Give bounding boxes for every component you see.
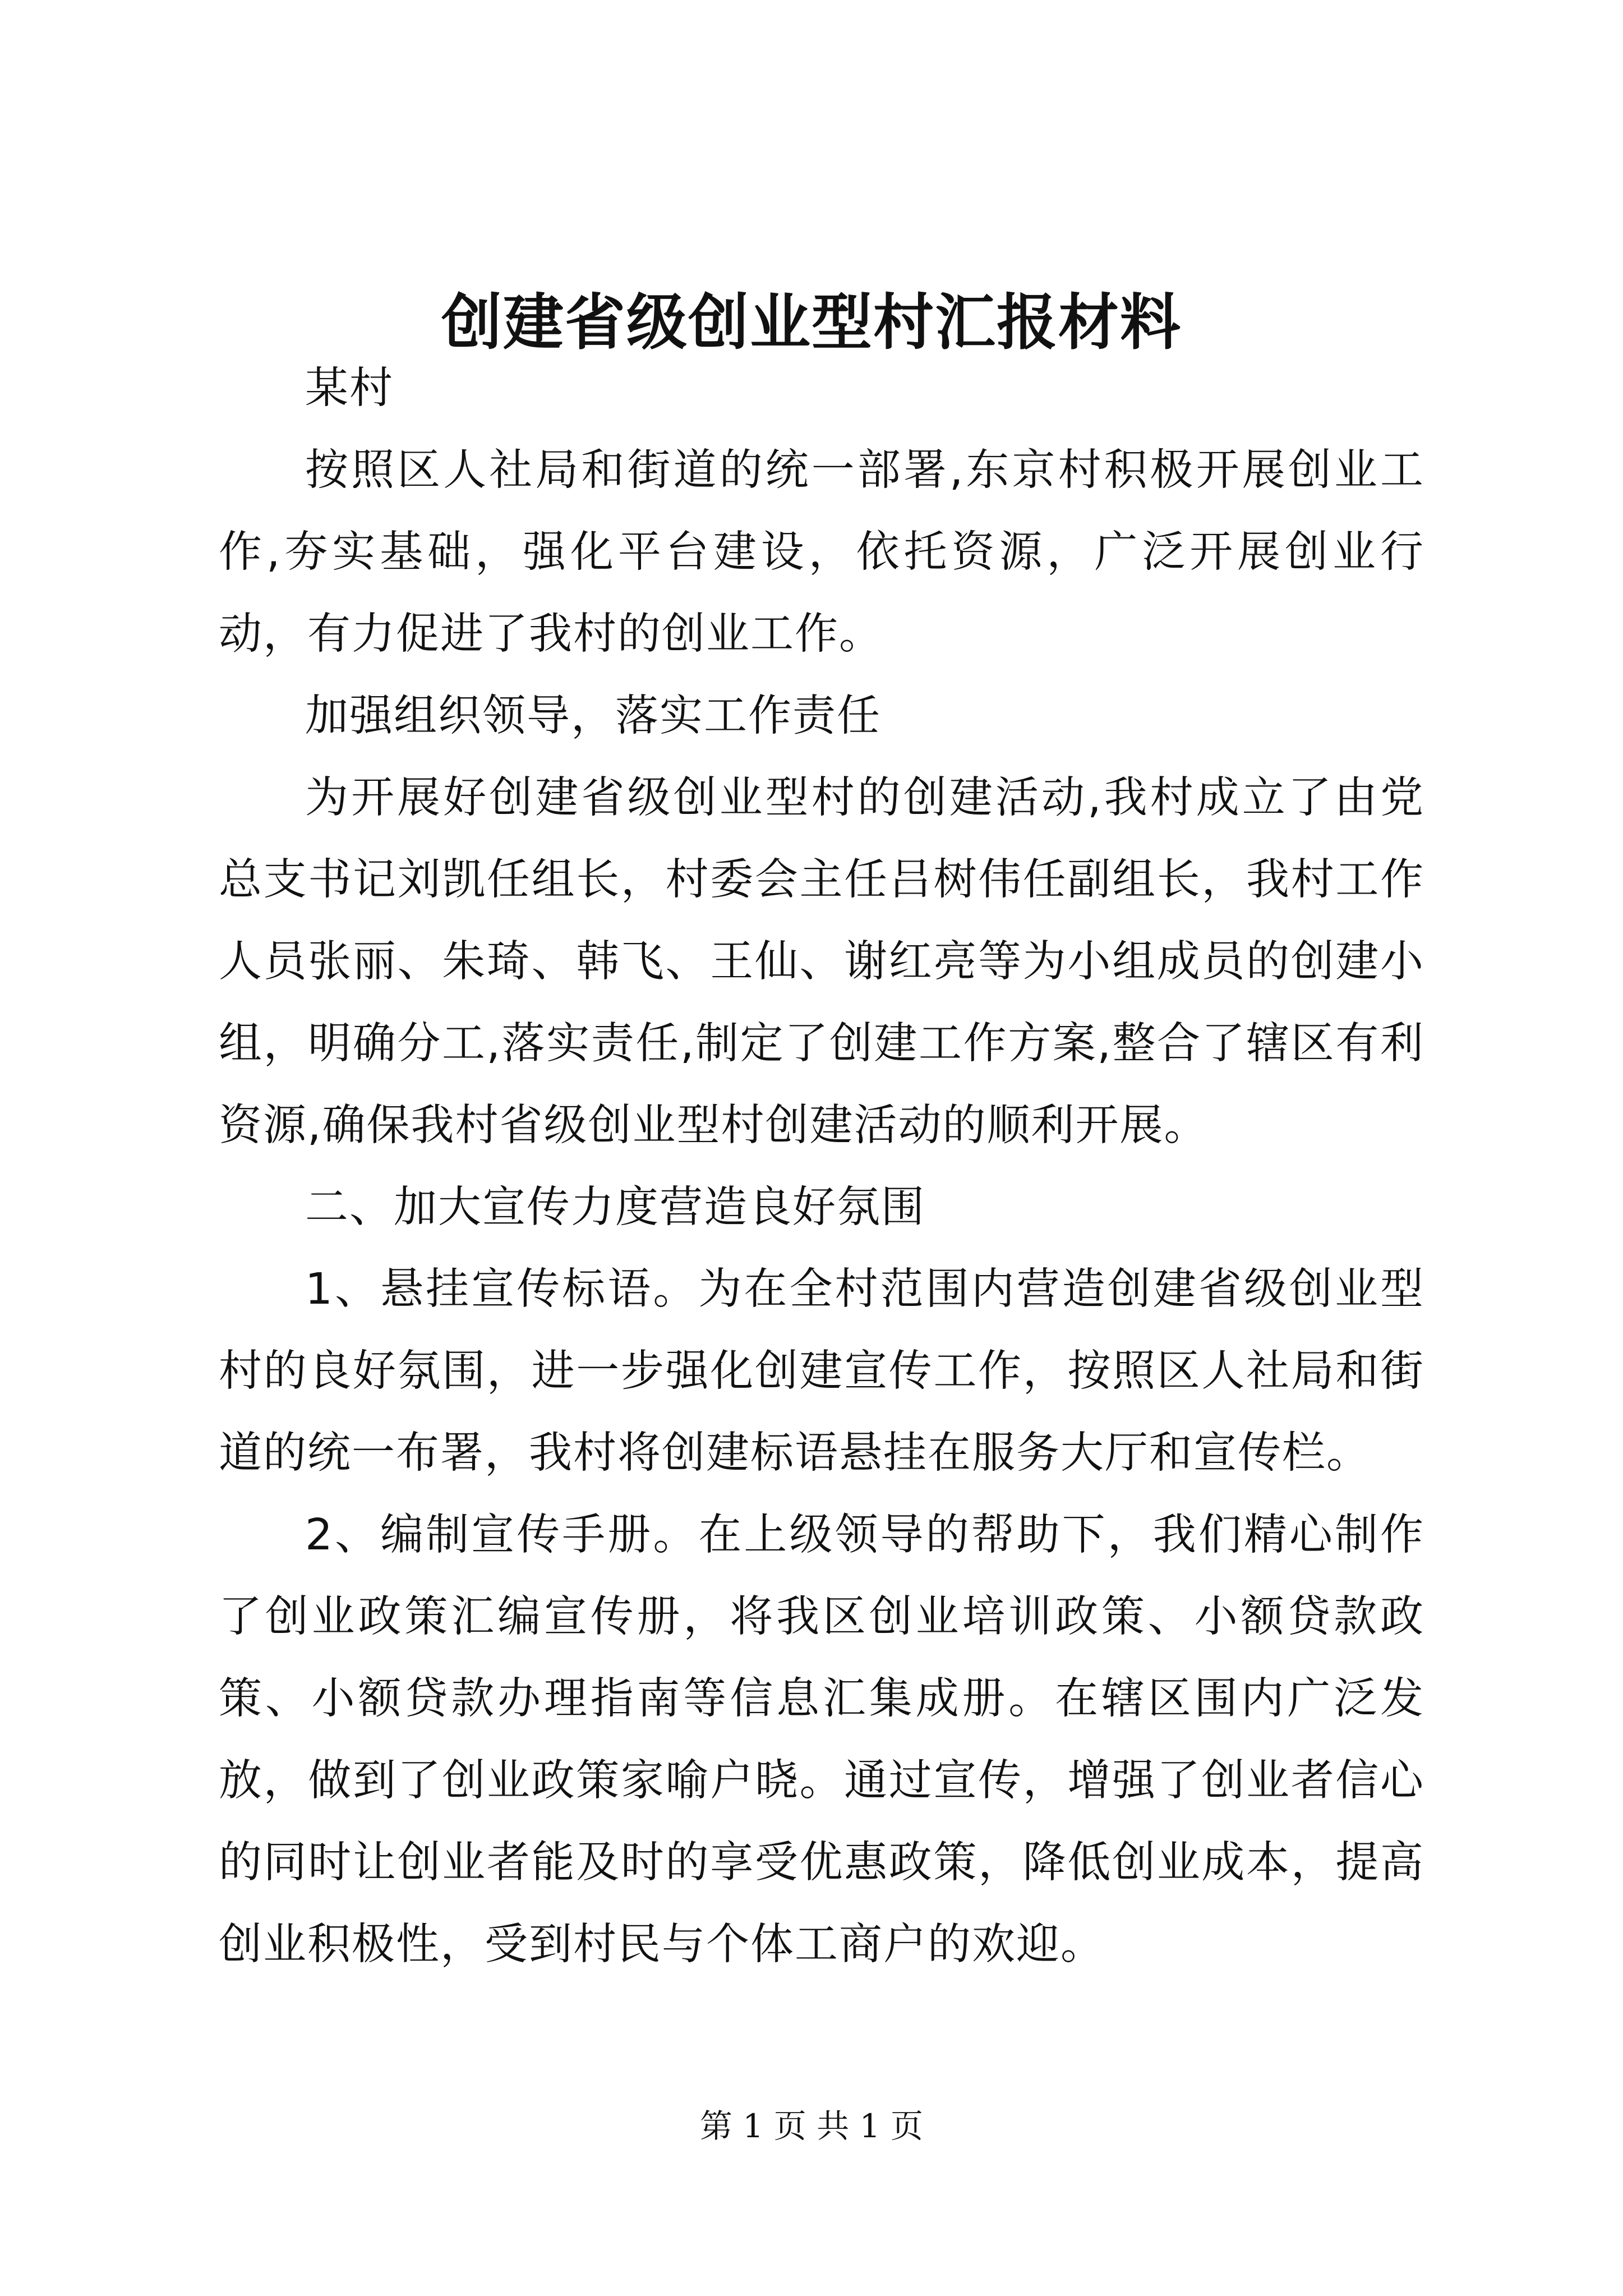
paragraph-slogans: 1、悬挂宣传标语。为在全村范围内营造创建省级创业型村的良好氛围，进一步强化创建宣传工作，按照区人社局和街道的统一布署，我村将创建标语悬挂在服务大厅和宣传栏。 (219, 1264, 1424, 1478)
paragraph-author: 某村 (305, 364, 394, 413)
paragraph-organization: 为开展好创建省级创业型村的创建活动,我村成立了由党总支书记刘凯任组长，村委会主任吕树伟任副组长，我村工作人员张丽、朱琦、韩飞、王仙、谢红亮等为小组成员的创建小组，明确分工,落实责任,制定了创建工作方案,整合了辖区有利资源,确保我村省级创业型村创建活动的顺利开展。 (219, 773, 1424, 1151)
section-heading-organization: 加强组织领导，落实工作责任 (305, 691, 881, 741)
document-body (219, 348, 1424, 1986)
paragraph-intro: 按照区人社局和街道的统一部署,东京村积极开展创业工作,夯实基础，强化平台建设，依托资源，广泛开展创业行动，有力促进了我村的创业工作。 (219, 445, 1424, 659)
document-title: 创建省级创业型村汇报材料 (441, 287, 1182, 358)
section-heading-publicity: 二、加大宣传力度营造良好氛围 (305, 1182, 925, 1232)
paragraph-handbook: 2、编制宣传手册。在上级领导的帮助下，我们精心制作了创业政策汇编宣传册，将我区创业培训政策、小额贷款政策、小额贷款办理指南等信息汇集成册。在辖区围内广泛发放，做到了创业政策家喻户晓。通过宣传，增强了创业者信心的同时让创业者能及时的享受优惠政策，降低创业成本，提高创业积极性，受到村民与个体工商户的欢迎。 (219, 1510, 1424, 1970)
page-footer: 第 1 页 共 1 页 (700, 2107, 923, 2145)
